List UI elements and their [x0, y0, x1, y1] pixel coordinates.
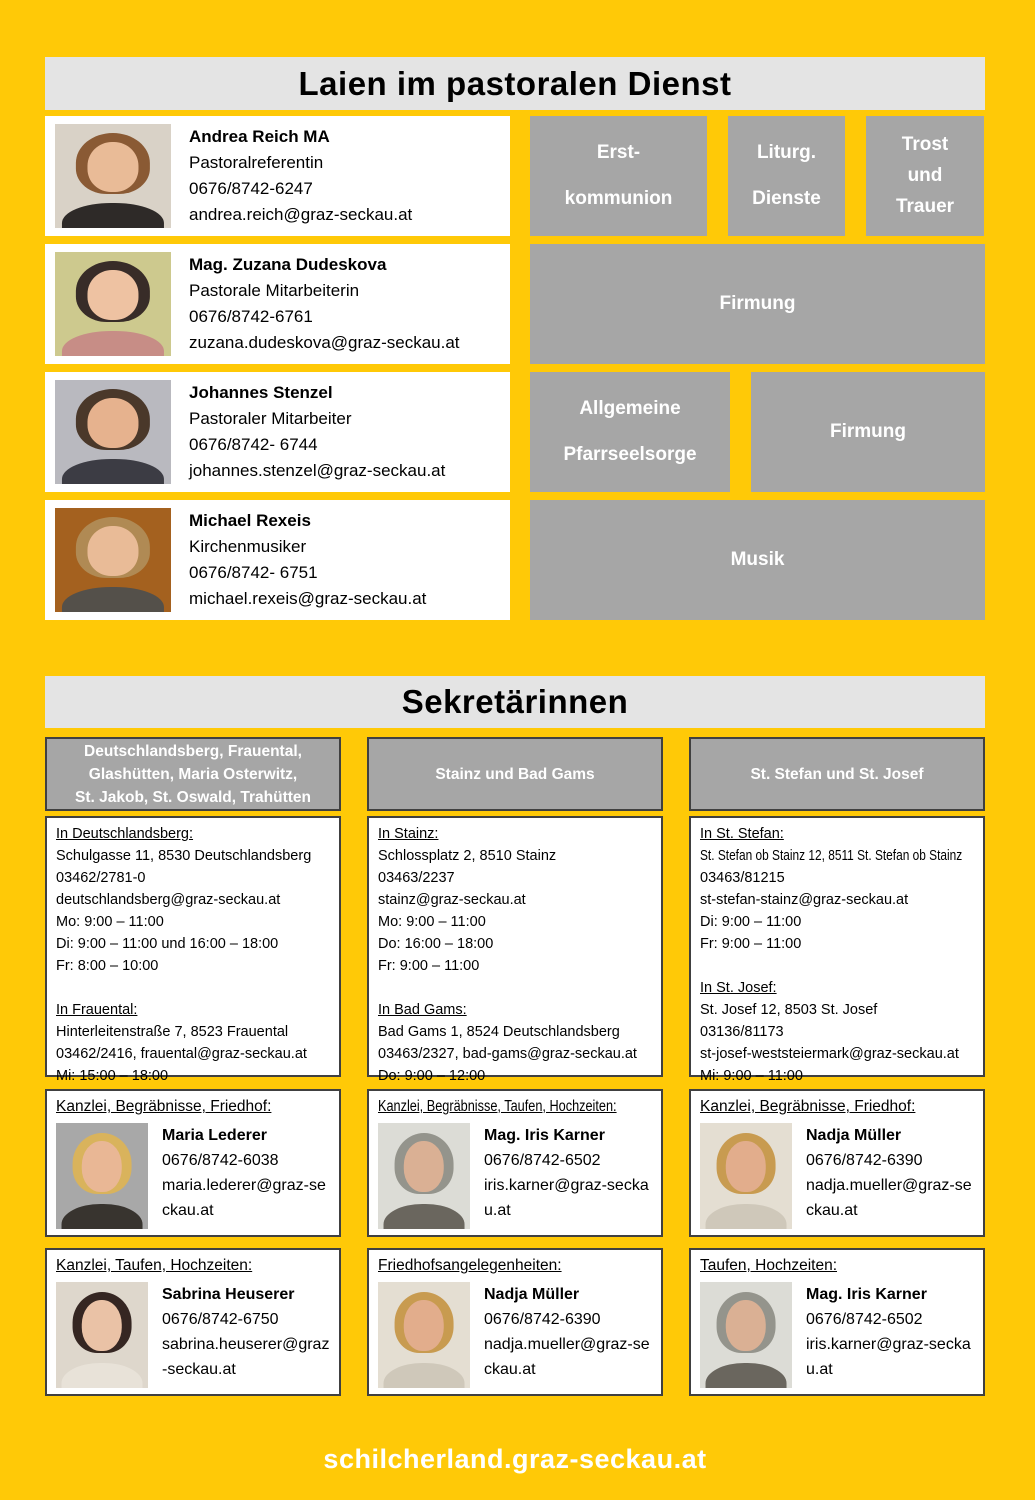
flyer-content	[45, 0, 985, 1475]
photo-head	[726, 1300, 766, 1351]
office-info-st-stefan	[689, 816, 985, 1084]
office-heading: In Frauental:	[56, 1002, 138, 1018]
card-body	[700, 1282, 974, 1388]
service-label-line: Liturg.	[756, 142, 817, 163]
service-label-line: Trost	[901, 134, 949, 155]
photo-shoulders	[384, 1204, 465, 1229]
region-header-st-stefan	[689, 737, 985, 811]
person-info	[189, 508, 426, 612]
region-header-line: Deutschlandsberg, Frauental,	[84, 742, 302, 760]
office-line: Fr: 9:00 – 11:00	[700, 936, 802, 952]
service-allgemeine-pfarrseelsorge	[530, 372, 730, 492]
office-info-deutschlandsberg	[45, 816, 341, 1084]
photo-nadja-mueller	[700, 1123, 792, 1229]
secretary-card-nadja-mueller-kanzlei	[689, 1089, 985, 1237]
office-line: 03462/2416, frauental@graz-seckau.at	[56, 1046, 307, 1062]
office-heading: In St. Josef:	[700, 980, 777, 996]
person-phone: 0676/8742- 6744	[189, 435, 318, 454]
card-body	[56, 1123, 330, 1229]
office-line: Mi: 9:00 – 11:00	[700, 1068, 803, 1084]
secretary-name: Nadja Müller	[806, 1127, 902, 1144]
office-line: Di: 9:00 – 11:00 und 16:00 – 18:00	[56, 936, 279, 952]
office-line: Bad Gams 1, 8524 Deutschlandsberg	[378, 1024, 620, 1040]
office-line: 03463/2327, bad-gams@graz-seckau.at	[378, 1046, 637, 1062]
office-line: Schulgasse 11, 8530 Deutschlandsberg	[56, 848, 312, 864]
person-role: Pastoraler Mitarbeiter	[189, 409, 352, 428]
person-email: zuzana.dudeskova@graz-seckau.at	[189, 333, 460, 352]
secretary-card-nadja-mueller-friedhof	[367, 1248, 663, 1396]
secretary-phone: 0676/8742-6502	[484, 1152, 601, 1169]
secretary-name: Sabrina Heuserer	[162, 1286, 295, 1303]
office-line: stainz@graz-seckau.at	[378, 892, 526, 908]
office-heading: In St. Stefan:	[700, 826, 784, 842]
pastoral-section-title	[45, 57, 985, 110]
pastoral-row-4	[45, 500, 985, 620]
secretaries-columns	[45, 737, 985, 1396]
photo-johannes-stenzel	[55, 380, 171, 484]
photo-zuzana-dudeskova	[55, 252, 171, 356]
secretaries-title-text: Sekretärinnen	[401, 683, 629, 720]
pastoral-row-1	[45, 116, 985, 236]
service-label-line: Dienste	[752, 188, 821, 209]
photo-head	[87, 526, 138, 576]
service-label-line: Musik	[730, 549, 785, 570]
region-header-line: Glashütten, Maria Osterwitz,	[88, 765, 298, 783]
pastoral-title-text: Laien im pastoralen Dienst	[298, 64, 732, 102]
person-email: johannes.stenzel@graz-seckau.at	[189, 461, 446, 480]
secretary-phone: 0676/8742-6502	[806, 1311, 923, 1328]
region-header-line: Stainz und Bad Gams	[435, 765, 595, 783]
service-trost-und-trauer	[866, 116, 984, 236]
service-firmung-2	[751, 372, 985, 492]
secretary-card-iris-karner	[367, 1089, 663, 1237]
person-phone: 0676/8742-6247	[189, 179, 313, 198]
pastoral-row-2	[45, 244, 985, 364]
photo-shoulders	[62, 203, 164, 228]
photo-sabrina-heuserer	[56, 1282, 148, 1388]
office-line: Do: 16:00 – 18:00	[378, 936, 494, 952]
person-card-michael-rexeis	[45, 500, 510, 620]
photo-michael-rexeis	[55, 508, 171, 612]
card-body	[378, 1123, 652, 1229]
person-email: andrea.reich@graz-seckau.at	[189, 205, 413, 224]
secretary-info	[162, 1282, 330, 1388]
office-line: deutschlandsberg@graz-seckau.at	[56, 892, 281, 908]
photo-shoulders	[706, 1204, 787, 1229]
column-stainz	[367, 737, 663, 1396]
office-line: Mi: 15:00 – 18:00	[56, 1068, 169, 1084]
service-erstkommunion	[530, 116, 707, 236]
photo-shoulders	[62, 331, 164, 356]
region-header-deutschlandsberg	[45, 737, 341, 811]
region-header-stainz	[367, 737, 663, 811]
service-tags-row-2	[530, 244, 985, 364]
service-label-line: Firmung	[830, 421, 906, 442]
office-line: 03136/81173	[700, 1024, 784, 1040]
office-line: St. Josef 12, 8503 St. Josef	[700, 1002, 878, 1018]
secretary-phone: 0676/8742-6750	[162, 1311, 279, 1328]
person-name: Andrea Reich MA	[189, 127, 330, 146]
person-role: Kirchenmusiker	[189, 537, 307, 556]
service-tags-row-4	[530, 500, 985, 620]
card-category: Friedhofsangelegenheiten:	[378, 1257, 562, 1274]
person-name: Michael Rexeis	[189, 511, 311, 530]
service-tags-row-3	[530, 372, 985, 492]
office-line: Schlossplatz 2, 8510 Stainz	[378, 848, 557, 864]
office-heading: In Stainz:	[378, 826, 439, 842]
office-line: Hinterleitenstraße 7, 8523 Frauental	[56, 1024, 289, 1040]
secretary-email: nadja.mueller@graz-seckau.at	[806, 1177, 972, 1219]
office-line: Fr: 8:00 – 10:00	[56, 958, 159, 974]
secretary-phone: 0676/8742-6390	[806, 1152, 923, 1169]
office-line: 03463/2237	[378, 870, 455, 886]
office-line: Mo: 9:00 – 11:00	[56, 914, 164, 930]
photo-head	[87, 398, 138, 448]
photo-head	[82, 1141, 122, 1192]
photo-shoulders	[706, 1363, 787, 1388]
office-heading: In Deutschlandsberg:	[56, 826, 194, 842]
card-category: Kanzlei, Taufen, Hochzeiten:	[56, 1257, 253, 1274]
office-line: st-stefan-stainz@graz-seckau.at	[700, 892, 909, 908]
photo-head	[87, 270, 138, 320]
service-liturgische-dienste	[728, 116, 845, 236]
person-email: michael.rexeis@graz-seckau.at	[189, 589, 427, 608]
office-line: Mo: 9:00 – 11:00	[378, 914, 486, 930]
card-body	[56, 1282, 330, 1388]
photo-nadja-mueller	[378, 1282, 470, 1388]
photo-shoulders	[62, 459, 164, 484]
service-label-line: Allgemeine	[579, 398, 681, 419]
service-label-line: Pfarrseelsorge	[563, 444, 697, 465]
card-category: Taufen, Hochzeiten:	[700, 1257, 838, 1274]
photo-head	[726, 1141, 766, 1192]
column-st-stefan-st-josef	[689, 737, 985, 1396]
service-label-line: Trauer	[895, 196, 955, 217]
office-line: Di: 9:00 – 11:00	[700, 914, 802, 930]
secretary-name: Mag. Iris Karner	[484, 1127, 605, 1144]
card-body	[700, 1123, 974, 1229]
secretary-card-sabrina-heuserer	[45, 1248, 341, 1396]
secretary-email: iris.karner@graz-seckau.at	[806, 1336, 971, 1378]
service-label-line: kommunion	[564, 188, 673, 209]
card-category: Kanzlei, Begräbnisse, Friedhof:	[700, 1098, 916, 1115]
office-line: st-josef-weststeiermark@graz-seckau.at	[700, 1046, 959, 1062]
office-line: 03463/81215	[700, 870, 785, 886]
office-heading: In Bad Gams:	[378, 1002, 467, 1018]
office-line: 03462/2781-0	[56, 870, 146, 886]
secretary-phone: 0676/8742-6038	[162, 1152, 279, 1169]
secretary-info	[484, 1123, 652, 1229]
service-label-line: Erst-	[596, 142, 641, 163]
secretary-email: nadja.mueller@graz-seckau.at	[484, 1336, 650, 1378]
photo-head	[87, 142, 138, 192]
service-tags-row-1	[530, 116, 985, 236]
photo-head	[82, 1300, 122, 1351]
person-name: Mag. Zuzana Dudeskova	[189, 255, 387, 274]
region-header-line: St. Stefan und St. Josef	[750, 765, 924, 783]
person-phone: 0676/8742- 6751	[189, 563, 318, 582]
person-phone: 0676/8742-6761	[189, 307, 313, 326]
secretary-info	[806, 1282, 974, 1388]
card-body	[378, 1282, 652, 1388]
card-category: Kanzlei, Begräbnisse, Friedhof:	[56, 1098, 272, 1115]
secretary-name: Maria Lederer	[162, 1127, 267, 1144]
photo-shoulders	[62, 1204, 143, 1229]
person-card-andrea-reich	[45, 116, 510, 236]
person-info	[189, 124, 412, 228]
service-firmung	[530, 244, 985, 364]
secretary-info	[806, 1123, 974, 1229]
photo-shoulders	[62, 587, 164, 612]
office-info-stainz	[367, 816, 663, 1084]
pastoral-row-3	[45, 372, 985, 492]
secretary-phone: 0676/8742-6390	[484, 1311, 601, 1328]
secretary-card-iris-karner-taufen	[689, 1248, 985, 1396]
service-musik	[530, 500, 985, 620]
photo-shoulders	[62, 1363, 143, 1388]
secretary-name: Mag. Iris Karner	[806, 1286, 927, 1303]
secretary-name: Nadja Müller	[484, 1286, 580, 1303]
photo-maria-lederer	[56, 1123, 148, 1229]
secretary-info	[484, 1282, 652, 1388]
region-header-line: St. Jakob, St. Oswald, Trahütten	[75, 788, 311, 806]
secretary-email: sabrina.heuserer@graz-seckau.at	[162, 1336, 330, 1378]
column-deutschlandsberg	[45, 737, 341, 1396]
person-info	[189, 252, 460, 356]
service-label-line: und	[907, 165, 943, 186]
service-label-line: Firmung	[719, 293, 796, 314]
footer-website: schilcherland.graz-seckau.at	[323, 1444, 707, 1474]
secretary-email: iris.karner@graz-seckau.at	[484, 1177, 649, 1219]
card-category: Kanzlei, Begräbnisse, Taufen, Hochzeiten:	[378, 1098, 617, 1115]
person-card-zuzana-dudeskova	[45, 244, 510, 364]
secretary-card-maria-lederer	[45, 1089, 341, 1237]
person-name: Johannes Stenzel	[189, 383, 333, 402]
photo-iris-karner	[378, 1123, 470, 1229]
person-role: Pastoralreferentin	[189, 153, 324, 172]
photo-andrea-reich	[55, 124, 171, 228]
person-card-johannes-stenzel	[45, 372, 510, 492]
photo-shoulders	[384, 1363, 465, 1388]
secretary-email: maria.lederer@graz-seckau.at	[162, 1177, 326, 1219]
office-line: Fr: 9:00 – 11:00	[378, 958, 480, 974]
person-info	[189, 380, 445, 484]
secretary-info	[162, 1123, 330, 1229]
photo-iris-karner	[700, 1282, 792, 1388]
office-line: St. Stefan ob Stainz 12, 8511 St. Stefan ob Stainz	[700, 848, 963, 864]
photo-head	[404, 1141, 444, 1192]
secretaries-section-title	[45, 676, 985, 728]
office-line: Do: 9:00 – 12:00	[378, 1068, 486, 1084]
photo-head	[404, 1300, 444, 1351]
person-role: Pastorale Mitarbeiterin	[189, 281, 360, 300]
